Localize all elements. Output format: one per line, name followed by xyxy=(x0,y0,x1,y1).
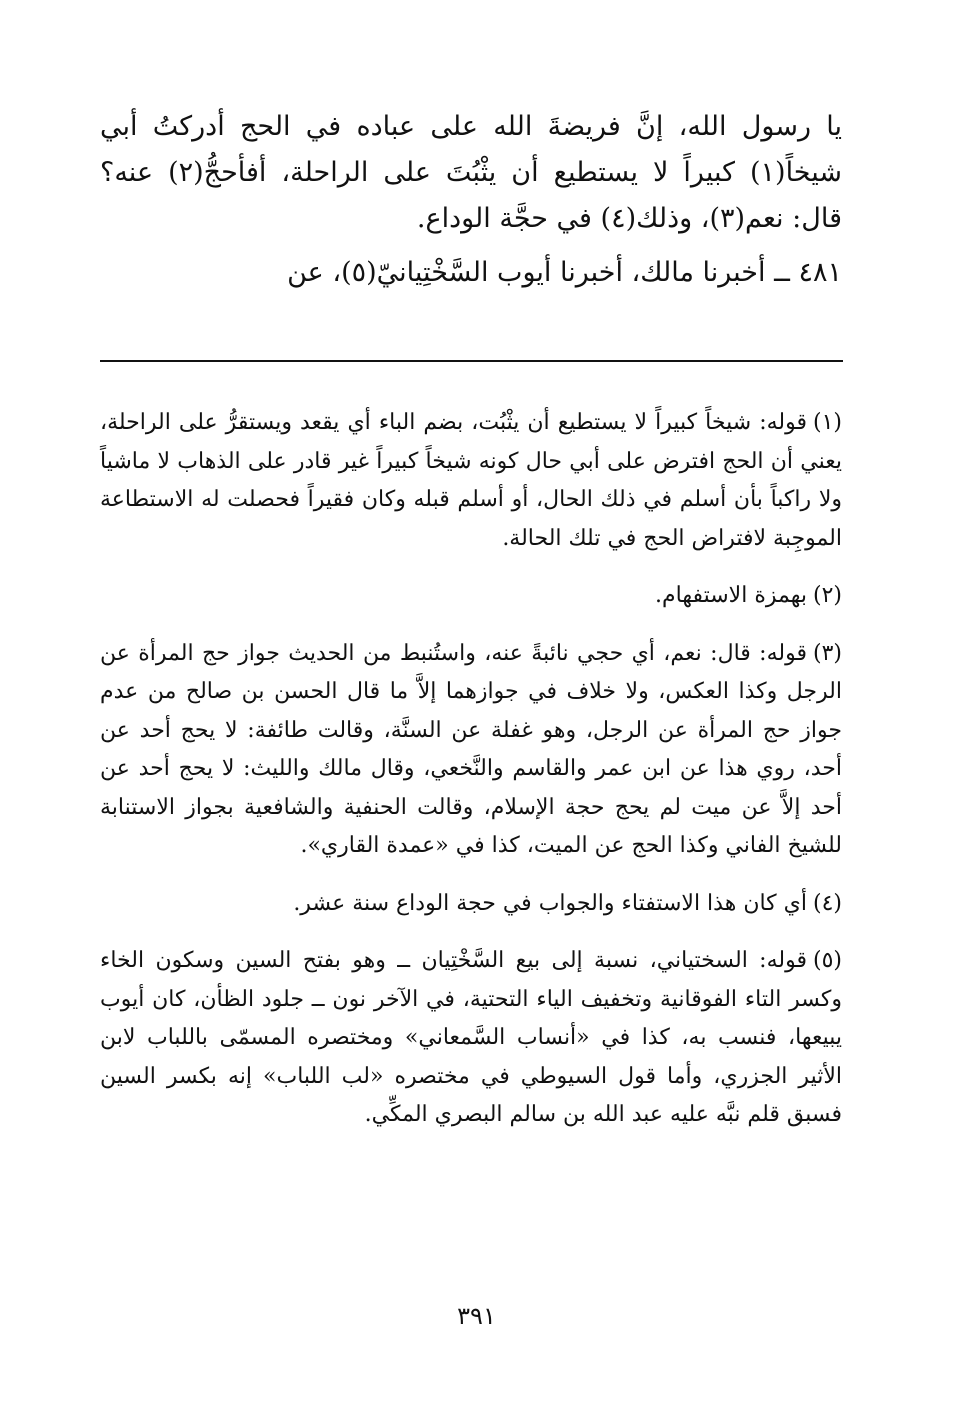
footnote-text: أي كان هذا الاستفتاء والجواب في حجة الوداع سنة عشر. xyxy=(293,890,807,916)
footnote-number: (١) xyxy=(812,410,842,435)
footnote-3 xyxy=(100,635,842,866)
footnote-text: قوله: قال: نعم، أي حجي نائبةً عنه، واستُنبط من الحديث جواز حج المرأة عن الرجل وكذا العكس، ولا خلاف في جوازهما إلاَّ ما قال الحسن بن صالح من عدم جواز حج المرأة عن الرجل، وهو غفلة عن السنَّة، وقالت طائفة: لا يحج أحد عن أحد، روي هذا عن ابن عمر والقاسم والنَّخعي، وقال مالك والليث: لا يحج أحد عن أحد إلاَّ عن ميت لم يحج حجة الإسلام، وقالت الحنفية والشافعية بجواز الاستنابة للشيخ الفاني وكذا الحج عن الميت، كذا في «عمدة القاري». xyxy=(100,640,842,858)
footnote-text: قوله: السختياني، نسبة إلى بيع السَّخْتِيان ــ وهو بفتح السين وسكون الخاء وكسر التاء الفوقانية وتخفيف الياء التحتية، في الآخر نون ــ جلود الظأن، كان أيوب يبيعها، فنسب به، كذا في «أنساب السَّمعاني» ومختصره المسمّى باللباب لابن الأثير الجزري، وأما قول السيوطي في مختصره «لب اللباب» إنه بكسر السين فسبق قلم نبَّه عليه عبد الله بن سالم البصري المكِّي. xyxy=(100,948,842,1127)
footnotes xyxy=(100,404,842,1154)
footnote-text: قوله: شيخاً كبيراً لا يستطيع أن يثْبُت، بضم الباء أي يقعد ويستقرُّ على الراحلة، يعني أن الحج افترض على أبي حال كونه شيخاً كبيراً غير قادر على الذهاب لا ماشياً ولا راكباً بأن أسلم في ذلك الحال، أو أسلم قبله وكان فقيراً فحصلت له الاستطاعة الموجِبة لافتراض الحج في تلك الحالة. xyxy=(100,410,842,551)
footnote-1 xyxy=(100,404,842,558)
page-number: ٣٩١ xyxy=(457,1302,496,1330)
footnote-number: (٣) xyxy=(812,640,842,666)
main-paragraph-1: يا رسول الله، إنَّ فريضةَ الله على عباده في الحج أدركتُ أبي شيخاً(١) كبيراً لا يستطيع أن يثْبُتَ على الراحلة، أفأحجُّ(٢) عنه؟ قال: نعم(٣)، وذلك(٤) في حجَّة الوداع. xyxy=(100,111,842,234)
footnote-number: (٤) xyxy=(812,890,842,916)
footnote-2 xyxy=(100,577,842,616)
footnote-text: بهمزة الاستفهام. xyxy=(655,583,807,608)
footnote-number: (٢) xyxy=(812,583,842,608)
main-text xyxy=(100,104,842,296)
footnote-number: (٥) xyxy=(812,948,842,973)
main-paragraph-2: ٤٨١ ــ أخبرنا مالك، أخبرنا أيوب السَّخْتِيانيّ(٥)، عن xyxy=(287,257,842,288)
footnote-4 xyxy=(100,885,842,924)
footnote-5 xyxy=(100,942,842,1135)
footnote-separator xyxy=(100,360,843,362)
